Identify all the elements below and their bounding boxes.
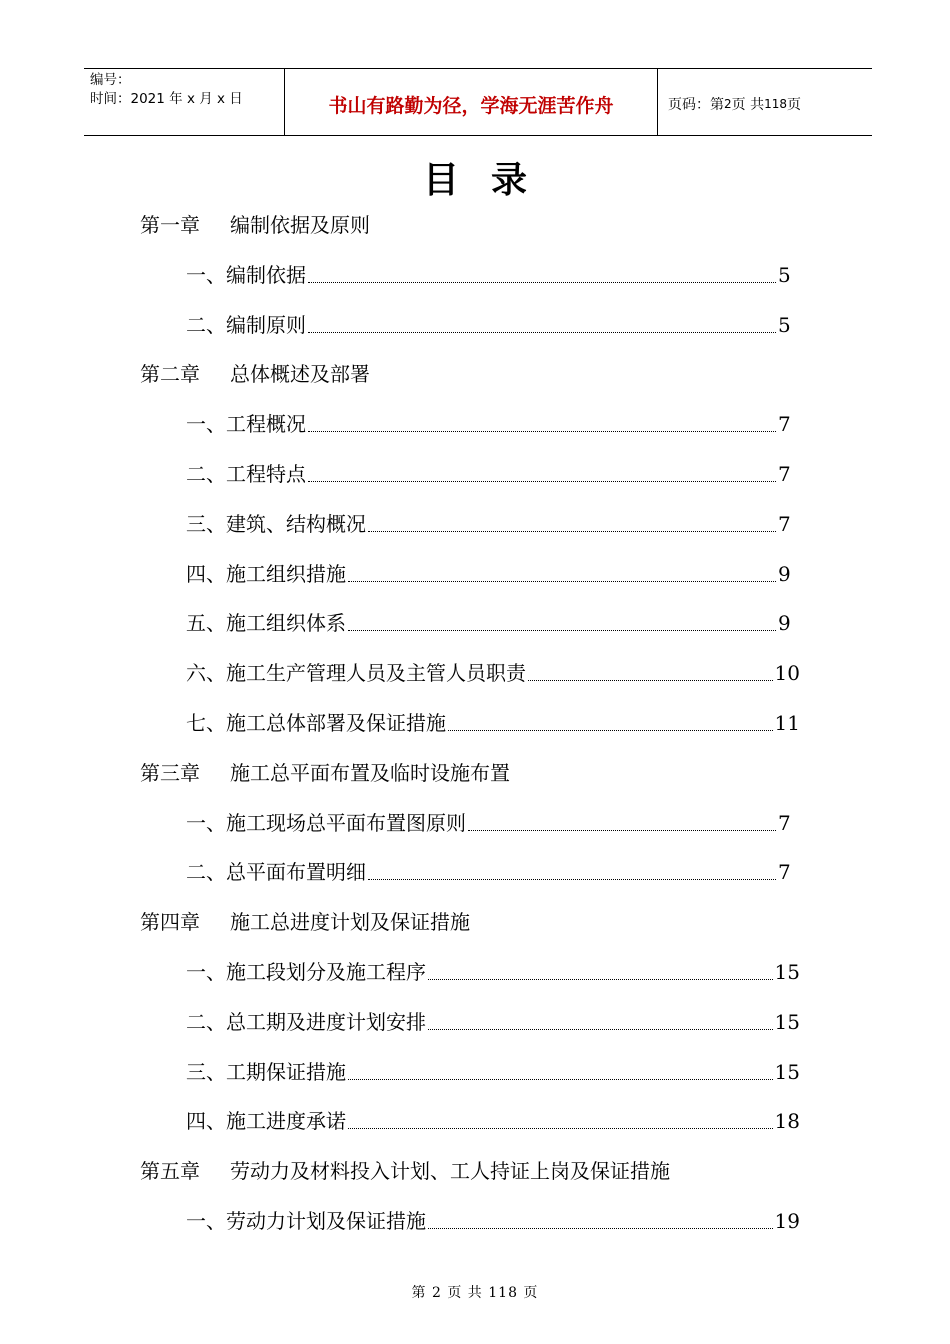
- section-title: 七、施工总体部署及保证措施: [186, 711, 446, 735]
- dot-leader: [348, 1079, 773, 1080]
- page-footer: 第 2 页 共 118 页: [411, 1285, 539, 1301]
- toc-section[interactable]: [186, 859, 800, 885]
- section-page-number: 7: [778, 412, 791, 436]
- toc-section[interactable]: [186, 312, 800, 338]
- section-title: 三、工期保证措施: [186, 1060, 346, 1084]
- section-title: 二、编制原则: [186, 313, 306, 337]
- dot-leader: [308, 431, 776, 432]
- header-page-info: [658, 69, 872, 135]
- dot-leader: [368, 531, 776, 532]
- page-prefix: 页码：第: [668, 97, 724, 113]
- header-info: [84, 69, 285, 135]
- chapter-title: 施工总进度计划及保证措施: [230, 910, 470, 934]
- dot-leader: [428, 1029, 773, 1030]
- section-page-number: 9: [778, 562, 791, 586]
- dot-leader: [348, 1128, 773, 1129]
- page-mid: 页 共: [731, 97, 765, 113]
- page-number: 2: [724, 97, 732, 111]
- chapter-number: 第四章: [140, 910, 200, 934]
- title-char: 录: [491, 160, 528, 201]
- toc-section[interactable]: [186, 1009, 800, 1035]
- section-page-number: 7: [778, 811, 791, 835]
- page-title: [0, 152, 950, 203]
- toc-section[interactable]: [186, 810, 800, 836]
- toc-section[interactable]: [186, 660, 800, 686]
- toc-section[interactable]: [186, 1059, 800, 1085]
- section-page-number: 15: [774, 960, 800, 984]
- section-title: 四、施工进度承诺: [186, 1109, 346, 1133]
- toc-section[interactable]: [186, 411, 800, 437]
- toc-chapter[interactable]: [140, 909, 470, 935]
- page-suffix: 页: [787, 97, 801, 113]
- toc-section[interactable]: [186, 610, 800, 636]
- chapter-title: 施工总平面布置及临时设施布置: [230, 761, 510, 785]
- section-title: 一、工程概况: [186, 412, 306, 436]
- chapter-title: 劳动力及材料投入计划、工人持证上岗及保证措施: [230, 1159, 670, 1183]
- section-page-number: 15: [774, 1060, 800, 1084]
- section-page-number: 9: [778, 611, 791, 635]
- chapter-number: 第二章: [140, 362, 200, 386]
- section-page-number: 7: [778, 512, 791, 536]
- toc-section[interactable]: [186, 461, 800, 487]
- section-title: 一、劳动力计划及保证措施: [186, 1209, 426, 1233]
- dot-leader: [528, 680, 773, 681]
- section-title: 三、建筑、结构概况: [186, 512, 366, 536]
- section-title: 一、施工段划分及施工程序: [186, 960, 426, 984]
- dot-leader: [468, 830, 776, 831]
- section-page-number: 19: [774, 1209, 800, 1233]
- toc-section[interactable]: [186, 561, 800, 587]
- dot-leader: [428, 979, 773, 980]
- dot-leader: [308, 332, 776, 333]
- document-time-label: 时间：2021 年 x 月 x 日: [90, 91, 243, 107]
- header-motto: 书山有路勤为径，学海无涯苦作舟: [285, 69, 658, 135]
- toc-section[interactable]: [186, 1208, 800, 1234]
- toc-section[interactable]: [186, 710, 800, 736]
- section-page-number: 5: [778, 313, 791, 337]
- section-title: 一、施工现场总平面布置图原则: [186, 811, 466, 835]
- section-page-number: 5: [778, 263, 791, 287]
- dot-leader: [348, 581, 776, 582]
- section-page-number: 18: [774, 1109, 800, 1133]
- chapter-title: 编制依据及原则: [230, 213, 370, 237]
- chapter-title: 总体概述及部署: [230, 362, 370, 386]
- chapter-number: 第三章: [140, 761, 200, 785]
- dot-leader: [368, 879, 776, 880]
- page-header: [84, 68, 872, 136]
- section-page-number: 7: [778, 860, 791, 884]
- section-page-number: 7: [778, 462, 791, 486]
- section-title: 二、工程特点: [186, 462, 306, 486]
- toc-section[interactable]: [186, 959, 800, 985]
- dot-leader: [308, 282, 776, 283]
- title-char: 目: [422, 160, 459, 201]
- section-page-number: 11: [774, 711, 800, 735]
- section-title: 四、施工组织措施: [186, 562, 346, 586]
- toc-chapter[interactable]: [140, 361, 370, 387]
- toc-section[interactable]: [186, 1108, 800, 1134]
- section-title: 二、总平面布置明细: [186, 860, 366, 884]
- chapter-number: 第一章: [140, 213, 200, 237]
- dot-leader: [448, 730, 773, 731]
- dot-leader: [348, 630, 776, 631]
- section-title: 五、施工组织体系: [186, 611, 346, 635]
- dot-leader: [308, 481, 776, 482]
- toc-section[interactable]: [186, 511, 800, 537]
- chapter-number: 第五章: [140, 1159, 200, 1183]
- section-page-number: 15: [774, 1010, 800, 1034]
- section-page-number: 10: [774, 661, 800, 685]
- toc-chapter[interactable]: [140, 760, 510, 786]
- section-title: 二、总工期及进度计划安排: [186, 1010, 426, 1034]
- dot-leader: [428, 1228, 773, 1229]
- toc-section[interactable]: [186, 262, 800, 288]
- toc-chapter[interactable]: [140, 212, 370, 238]
- section-title: 六、施工生产管理人员及主管人员职责: [186, 661, 526, 685]
- section-title: 一、编制依据: [186, 263, 306, 287]
- document-number-label: 编号：: [90, 72, 131, 88]
- toc-chapter[interactable]: [140, 1158, 670, 1184]
- page-total: 118: [764, 97, 787, 111]
